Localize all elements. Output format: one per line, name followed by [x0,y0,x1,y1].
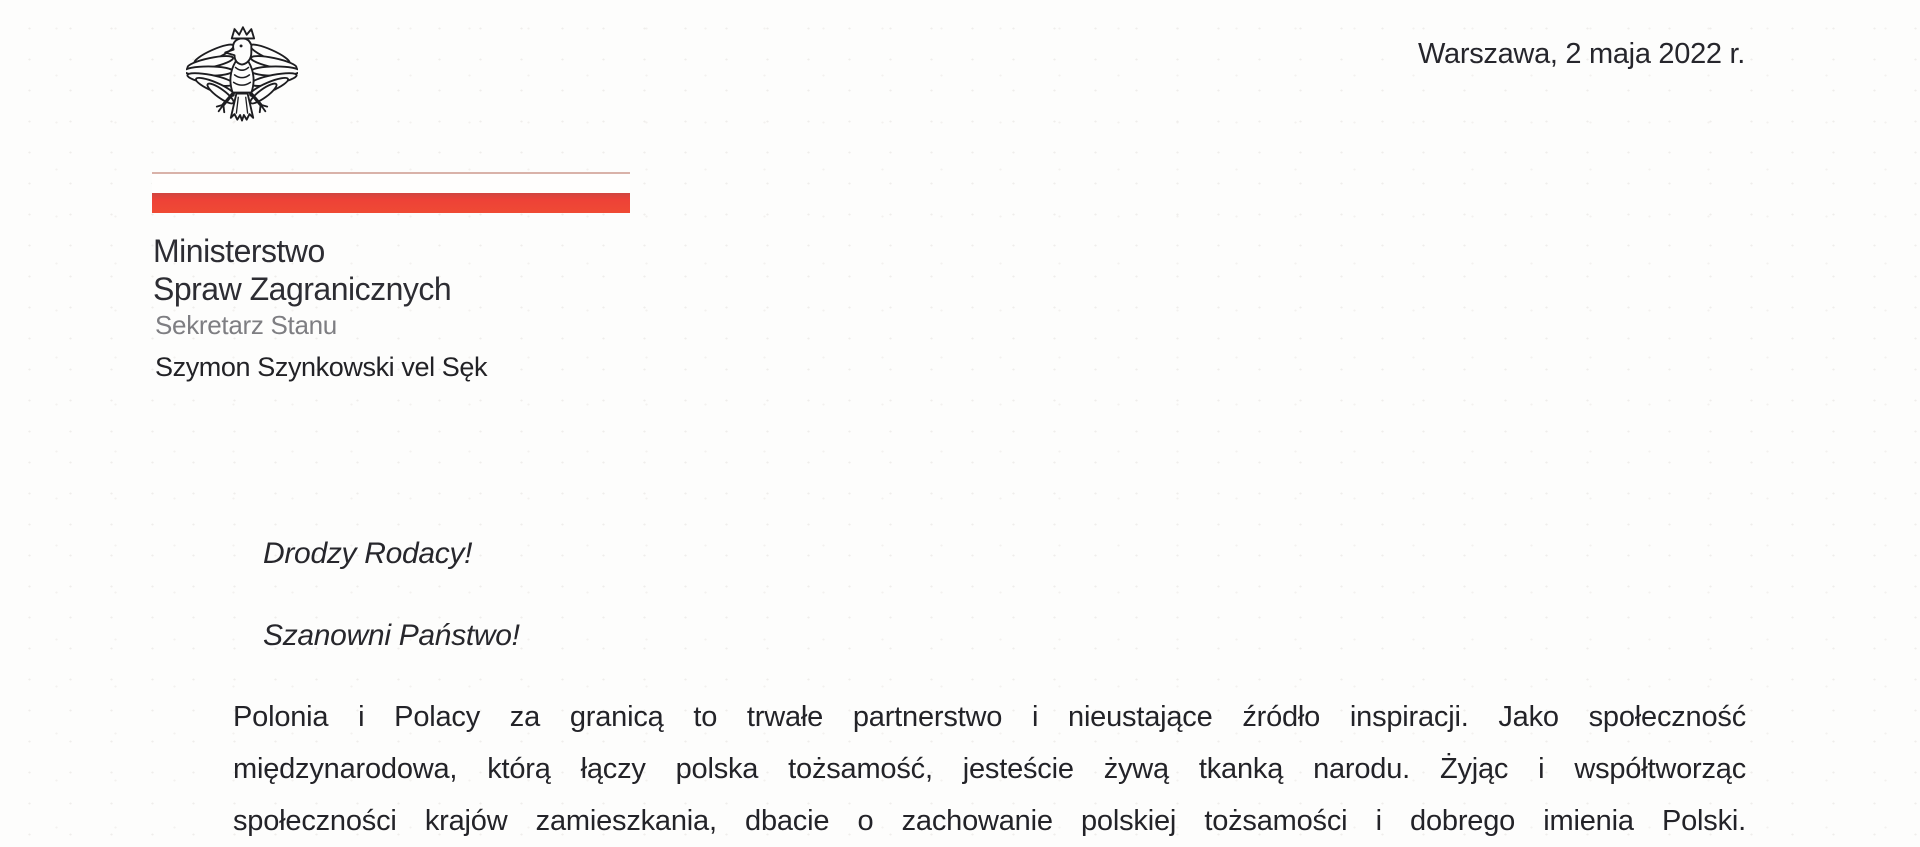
flag-red-stripe [152,193,630,213]
ministry-name-line2: Spraw Zagranicznych [153,271,452,307]
letter-date: Warszawa, 2 maja 2022 r. [1418,38,1745,70]
body-line-3-partial: społeczności krajów zamieszkania, dbacie o zachowanie polskiej tożsamości i dobrego imienia Polski. [233,805,1746,837]
body-line-1: Polonia i Polacy za granicą to trwałe partnerstwo i nieustające źródło inspiracji. Jako społeczność [233,701,1746,733]
polish-eagle-icon [186,24,298,150]
ministry-name [153,232,451,308]
salutation-line-1: Drodzy Rodacy! [263,537,473,570]
flag-white-stripe [152,174,630,193]
ministry-name-line1: Ministerstwo [153,233,325,269]
signatory-name: Szymon Szynkowski vel Sęk [155,352,488,382]
body-line-2: międzynarodowa, którą łączy polska tożsamość, jesteście żywą tkanką narodu. Żyjąc i współtworząc [233,753,1746,785]
flag-bar [152,172,630,213]
office-title: Sekretarz Stanu [155,310,337,340]
salutation-line-2: Szanowni Państwo! [263,619,520,652]
letter-body [233,691,1746,847]
